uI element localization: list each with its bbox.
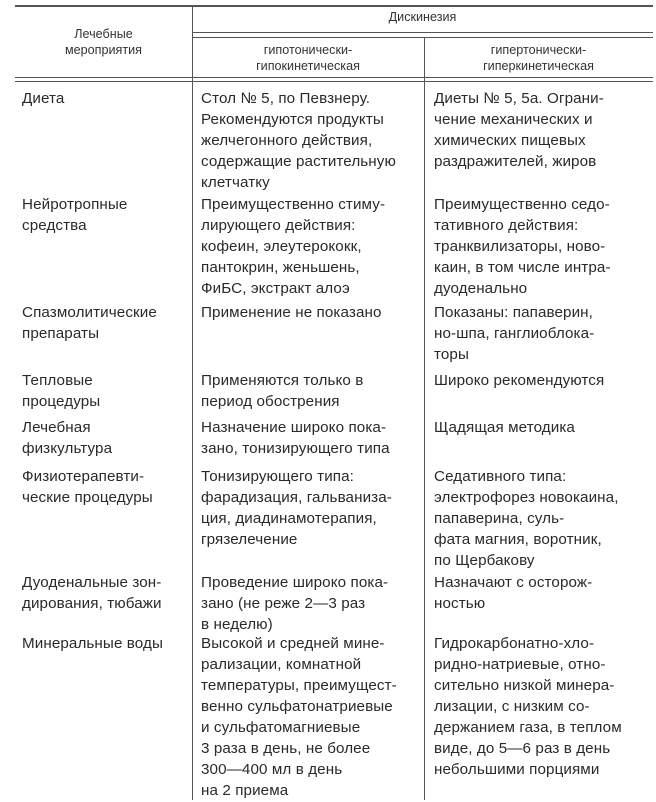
cell-hypertonic: Преимущественно седо- тативного действия: транквилизаторы, ново- каин, в том числе интра- дуоденально: [434, 196, 611, 297]
subheader-rule: [192, 37, 653, 38]
row-label: Физиотерапевти- ческие процедуры: [22, 468, 153, 506]
cell-hypotonic: Применяются только в период обострения: [201, 372, 364, 410]
column-divider-2: [424, 37, 425, 800]
cell-hypertonic: Показаны: папаверин, но-шпа, ганглиоблока- торы: [434, 304, 595, 363]
table-top-rule: [15, 5, 653, 7]
cell-hypertonic: Диеты № 5, 5а. Ограни- чение механических и химических пищевых раздражителей, жиров: [434, 90, 604, 170]
cell-hypertonic: Седативного типа: электрофорез новокаина, папаверина, суль- фата магния, воротник, по Щербакову: [434, 468, 619, 569]
header-bottom-rule: [15, 77, 653, 78]
cell-hypotonic: Стол № 5, по Певзнеру. Рекомендуются продукты желчегонного действия, содержащие растительную клетчатку: [201, 90, 396, 191]
header-col-hypotonic: гипотонически- гипокинетическая: [256, 43, 360, 73]
group-header-rule: [192, 32, 653, 33]
row-label: Лечебная физкультура: [22, 419, 113, 457]
row-label: Тепловые процедуры: [22, 372, 101, 410]
column-divider-1: [192, 5, 193, 800]
cell-hypotonic: Проведение широко пока- зано (не реже 2—3 раз в неделю): [201, 574, 389, 633]
header-bottom-rule-2: [15, 81, 653, 82]
cell-hypertonic: Щадящая методика: [434, 419, 575, 436]
header-col-hypertonic: гипертонически- гиперкинетическая: [483, 43, 594, 73]
cell-hypotonic: Преимущественно стиму- лирующего действия: кофеин, элеутерококк, пантокрин, женьшень, ФиБС, экстракт алоэ: [201, 196, 386, 297]
cell-hypotonic: Тонизирующего типа: фарадизация, гальваниза- ция, диадинамотерапия, грязелечение: [201, 468, 392, 548]
cell-hypotonic: Применение не показано: [201, 304, 382, 321]
cell-hypotonic: Высокой и средней мине- рализации, комнатной температуры, преимущест- венно сульфатонатриевые и сульфатомагниевые 3 раза в день, не более 300—400 мл в день на 2 приема: [201, 635, 397, 799]
row-label: Дуоденальные зон- дирования, тюбажи: [22, 574, 162, 612]
cell-hypertonic: Широко рекомендуются: [434, 372, 605, 389]
header-group-dyskinesia: Дискинезия: [388, 10, 457, 24]
row-label: Нейротропные средства: [22, 196, 128, 234]
row-label: Диета: [22, 90, 65, 107]
row-label: Спазмолитические препараты: [22, 304, 157, 342]
cell-hypertonic: Назначают с осторож- ностью: [434, 574, 593, 612]
row-label: Минеральные воды: [22, 635, 163, 652]
cell-hypertonic: Гидрокарбонатно-хло- ридно-натриевые, отно- сительно низкой минера- лизации, с низким со- держанием газа, в теплом виде, до 5—6 раз в день небольшими порциями: [434, 635, 622, 778]
header-col-measures: Лечебные мероприятия: [65, 27, 142, 57]
cell-hypotonic: Назначение широко пока- зано, тонизирующего типа: [201, 419, 390, 457]
